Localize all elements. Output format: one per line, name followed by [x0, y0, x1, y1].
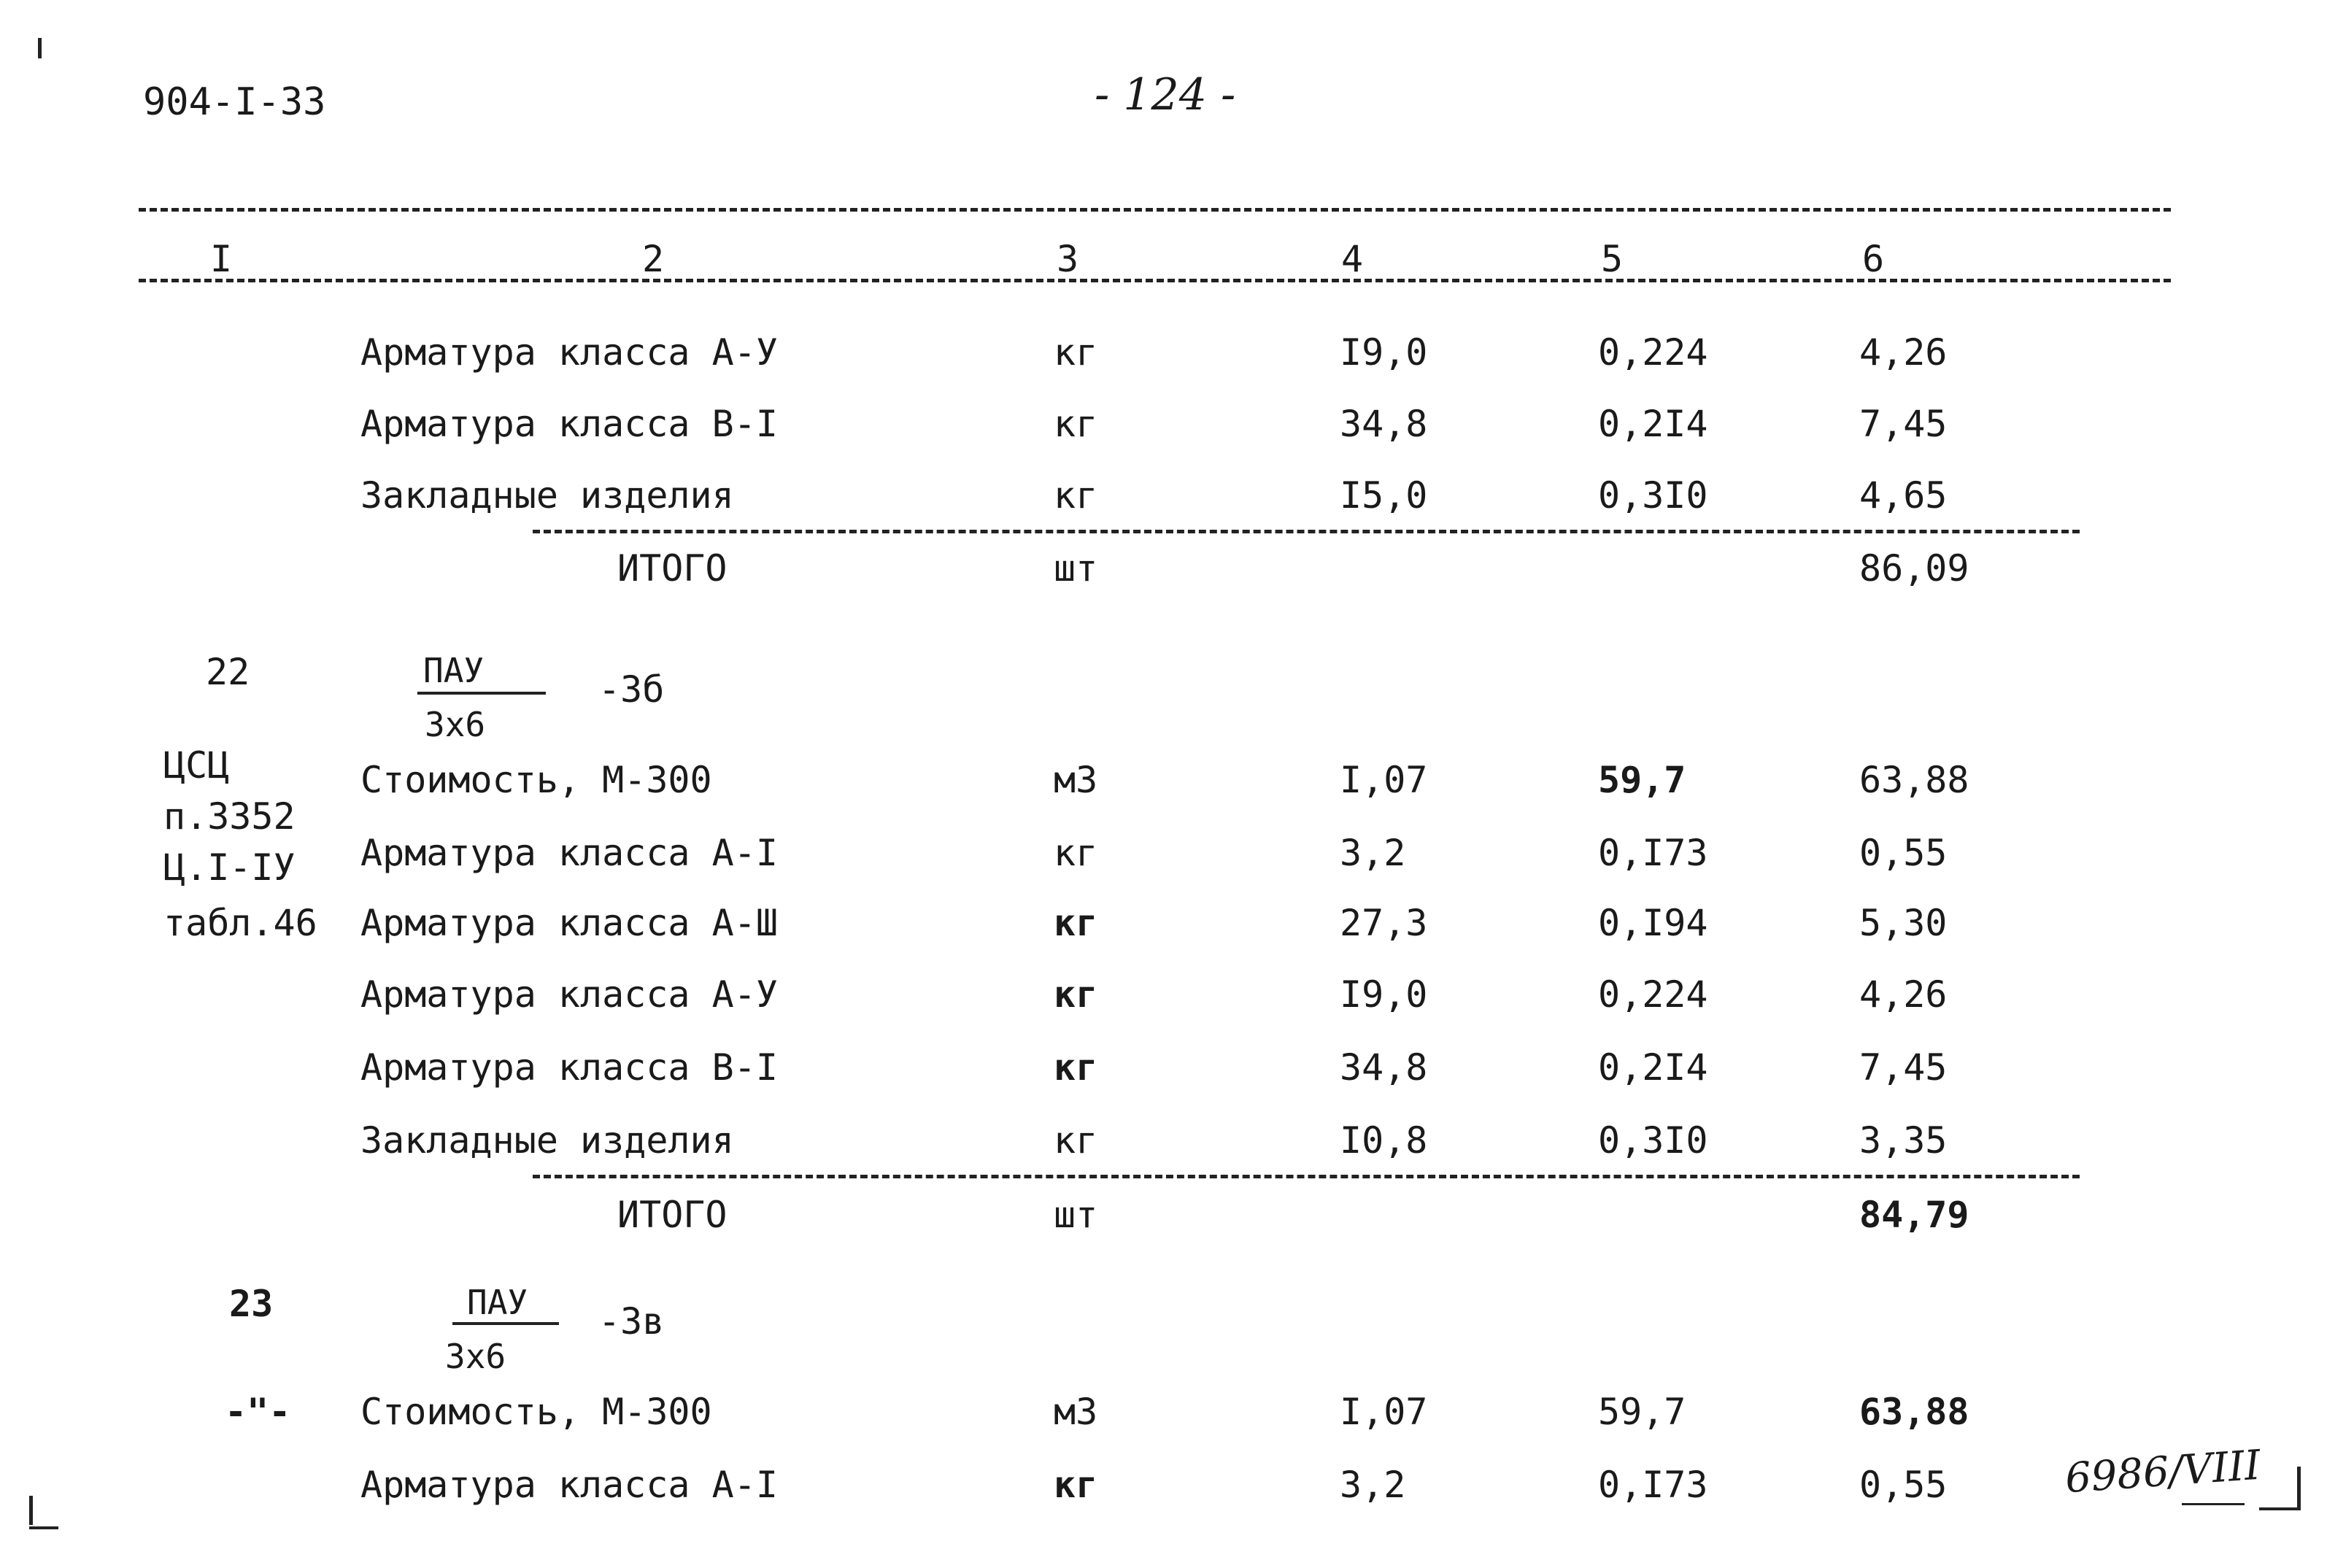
row-unit: кг	[1054, 1046, 1098, 1089]
row-price: 0,2I4	[1598, 403, 1708, 445]
row-name: Стоимость, М-300	[360, 759, 712, 801]
archive-stamp: 6986/VIII	[2064, 1441, 2263, 1503]
row-unit: кг	[1054, 403, 1098, 445]
column-header-1: I	[210, 238, 233, 280]
row-name: Закладные изделия	[360, 474, 734, 517]
subtotal-rule	[533, 530, 2080, 533]
row-price: 0,224	[1598, 973, 1708, 1016]
item-code-bottom: 3х6	[425, 705, 486, 744]
row-total: 0,55	[1859, 1464, 1948, 1506]
row-total: 63,88	[1859, 759, 1969, 801]
row-qty: 3,2	[1340, 832, 1406, 874]
row-unit: кг	[1054, 973, 1098, 1016]
row-price: 0,I73	[1598, 1464, 1708, 1506]
item-code-top: ПАУ	[423, 651, 485, 690]
reference-line: п.3352	[163, 795, 296, 838]
row-qty: I,07	[1340, 1391, 1428, 1433]
row-total: 4,26	[1859, 973, 1948, 1016]
corner-mark-bottom-h	[29, 1526, 58, 1529]
row-total: 7,45	[1859, 1046, 1948, 1089]
header-rule-top	[139, 208, 2171, 212]
row-unit: кг	[1054, 1464, 1098, 1506]
corner-mark-top	[38, 38, 42, 58]
column-header-3: 3	[1057, 238, 1079, 280]
row-qty: I,07	[1340, 759, 1428, 801]
row-unit: кг	[1054, 902, 1098, 944]
corner-mark-right	[2297, 1467, 2301, 1510]
item-code-suffix: -3в	[598, 1300, 665, 1343]
corner-mark-bottom	[29, 1496, 33, 1525]
itogo-label: ИТОГО	[617, 1194, 728, 1236]
row-name: Закладные изделия	[360, 1119, 734, 1162]
item-number: 22	[206, 651, 250, 693]
row-qty: I9,0	[1340, 973, 1428, 1016]
column-header-5: 5	[1601, 238, 1624, 280]
row-name: Арматура класса А-У	[360, 331, 778, 374]
corner-mark-right-h	[2259, 1507, 2300, 1510]
row-name: Арматура класса В-I	[360, 403, 778, 445]
reference-line: Ц.I-IУ	[163, 846, 296, 889]
item-code-suffix: -3б	[598, 668, 665, 711]
itogo-total: 86,09	[1859, 547, 1969, 590]
row-unit: кг	[1054, 832, 1098, 874]
row-price: 59,7	[1598, 1391, 1686, 1433]
row-total: 7,45	[1859, 403, 1948, 445]
row-unit: кг	[1054, 1119, 1098, 1162]
row-unit: кг	[1054, 331, 1098, 374]
row-qty: I0,8	[1340, 1119, 1428, 1162]
row-unit: м3	[1054, 759, 1098, 801]
row-qty: 27,3	[1340, 902, 1428, 944]
page-number: - 124 -	[1095, 69, 1236, 120]
row-price: 0,224	[1598, 331, 1708, 374]
row-total: 63,88	[1859, 1391, 1969, 1433]
row-total: 4,65	[1859, 474, 1948, 517]
row-price: 0,3I0	[1598, 474, 1708, 517]
column-header-6: 6	[1862, 238, 1885, 280]
itogo-unit: шт	[1054, 1194, 1098, 1236]
row-total: 0,55	[1859, 832, 1948, 874]
row-name: Арматура класса А-У	[360, 973, 778, 1016]
item-code-top: ПАУ	[467, 1283, 528, 1322]
row-unit: м3	[1054, 1391, 1098, 1433]
ditto-mark: -"-	[225, 1391, 291, 1433]
row-price: 0,I73	[1598, 832, 1708, 874]
itogo-total: 84,79	[1859, 1194, 1969, 1236]
row-price: 0,3I0	[1598, 1119, 1708, 1162]
reference-line: табл.46	[163, 902, 317, 944]
row-qty: 3,2	[1340, 1464, 1406, 1506]
stamp-underline	[2182, 1503, 2245, 1505]
row-qty: 34,8	[1340, 403, 1428, 445]
row-qty: I9,0	[1340, 331, 1428, 374]
item-code-bottom: 3х6	[445, 1337, 506, 1376]
itogo-label: ИТОГО	[617, 547, 728, 590]
reference-line: ЦСЦ	[163, 744, 230, 787]
row-total: 3,35	[1859, 1119, 1948, 1162]
row-price: 0,I94	[1598, 902, 1708, 944]
item-number: 23	[229, 1283, 274, 1325]
row-name: Арматура класса В-I	[360, 1046, 778, 1089]
row-name: Арматура класса А-Ш	[360, 902, 778, 944]
row-qty: I5,0	[1340, 474, 1428, 517]
row-qty: 34,8	[1340, 1046, 1428, 1089]
column-header-4: 4	[1341, 238, 1364, 280]
row-total: 5,30	[1859, 902, 1948, 944]
row-unit: кг	[1054, 474, 1098, 517]
row-price: 0,2I4	[1598, 1046, 1708, 1089]
itogo-unit: шт	[1054, 547, 1098, 590]
row-name: Арматура класса А-I	[360, 832, 778, 874]
row-price: 59,7	[1598, 759, 1686, 801]
row-name: Стоимость, М-300	[360, 1391, 712, 1433]
column-header-2: 2	[642, 238, 665, 280]
fraction-line	[417, 692, 546, 695]
row-total: 4,26	[1859, 331, 1948, 374]
document-code: 904-I-33	[143, 80, 326, 124]
row-name: Арматура класса А-I	[360, 1464, 778, 1506]
subtotal-rule	[533, 1175, 2080, 1178]
fraction-line	[452, 1322, 559, 1325]
